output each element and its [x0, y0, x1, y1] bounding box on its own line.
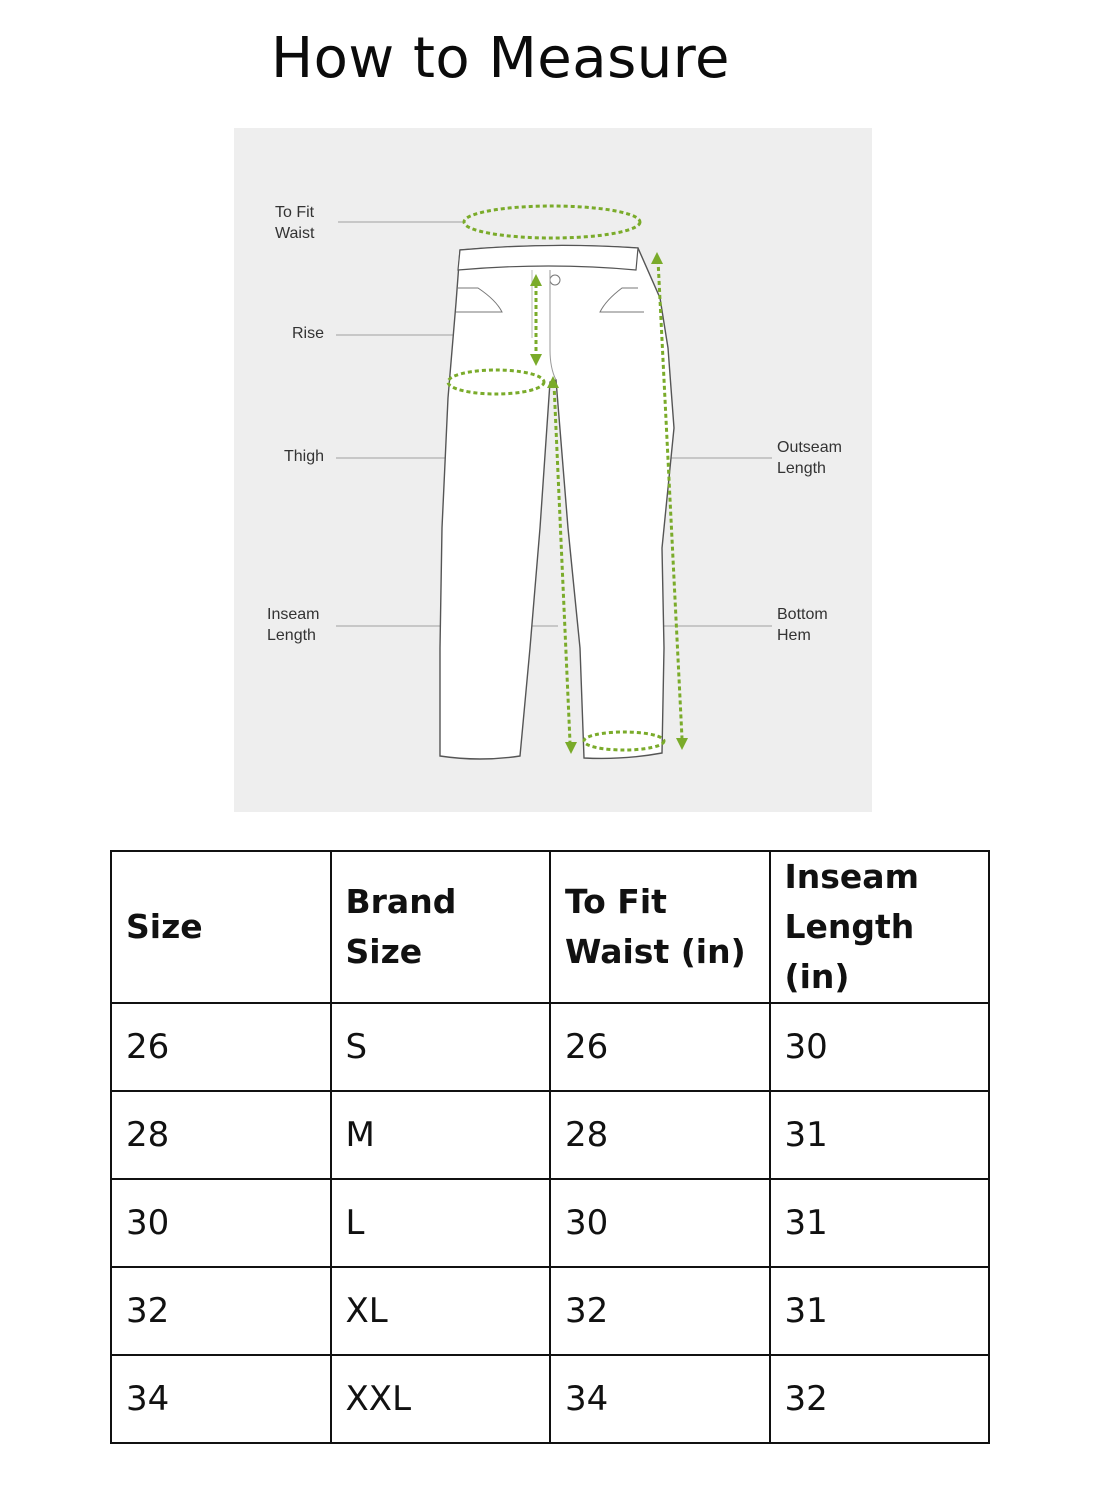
pants-body	[440, 245, 674, 759]
header-inseam: Inseam Length (in)	[770, 851, 990, 1003]
header-brand-size: Brand Size	[331, 851, 551, 1003]
cell-brand-size: L	[331, 1179, 551, 1267]
table-row	[111, 1003, 989, 1091]
cell-size: 28	[111, 1091, 331, 1179]
cell-inseam: 31	[770, 1179, 990, 1267]
cell-inseam: 30	[770, 1003, 990, 1091]
cell-size: 32	[111, 1267, 331, 1355]
table-row	[111, 1091, 989, 1179]
size-chart-table	[110, 850, 990, 1444]
cell-brand-size: XXL	[331, 1355, 551, 1443]
cell-size: 26	[111, 1003, 331, 1091]
cell-waist: 26	[550, 1003, 770, 1091]
table-row	[111, 1355, 989, 1443]
page-title: How to Measure	[271, 26, 730, 91]
cell-size: 34	[111, 1355, 331, 1443]
cell-waist: 30	[550, 1179, 770, 1267]
label-outseam: Outseam Length	[777, 439, 842, 477]
label-bottom-hem: Bottom Hem	[777, 606, 828, 644]
cell-brand-size: XL	[331, 1267, 551, 1355]
cell-brand-size: S	[331, 1003, 551, 1091]
cell-inseam: 32	[770, 1355, 990, 1443]
table-row	[111, 1179, 989, 1267]
label-rise: Rise	[292, 325, 325, 342]
cell-waist: 32	[550, 1267, 770, 1355]
cell-inseam: 31	[770, 1267, 990, 1355]
cell-size: 30	[111, 1179, 331, 1267]
cell-inseam: 31	[770, 1091, 990, 1179]
cell-brand-size: M	[331, 1091, 551, 1179]
header-size: Size	[111, 851, 331, 1003]
cell-waist: 34	[550, 1355, 770, 1443]
table-row	[111, 1267, 989, 1355]
label-inseam: Inseam Length	[267, 606, 320, 644]
cell-waist: 28	[550, 1091, 770, 1179]
label-waist: To Fit Waist	[275, 204, 315, 242]
header-waist: To Fit Waist (in)	[550, 851, 770, 1003]
table-header-row	[111, 851, 989, 1003]
label-thigh: Thigh	[284, 448, 325, 465]
measurement-diagram	[234, 128, 872, 812]
